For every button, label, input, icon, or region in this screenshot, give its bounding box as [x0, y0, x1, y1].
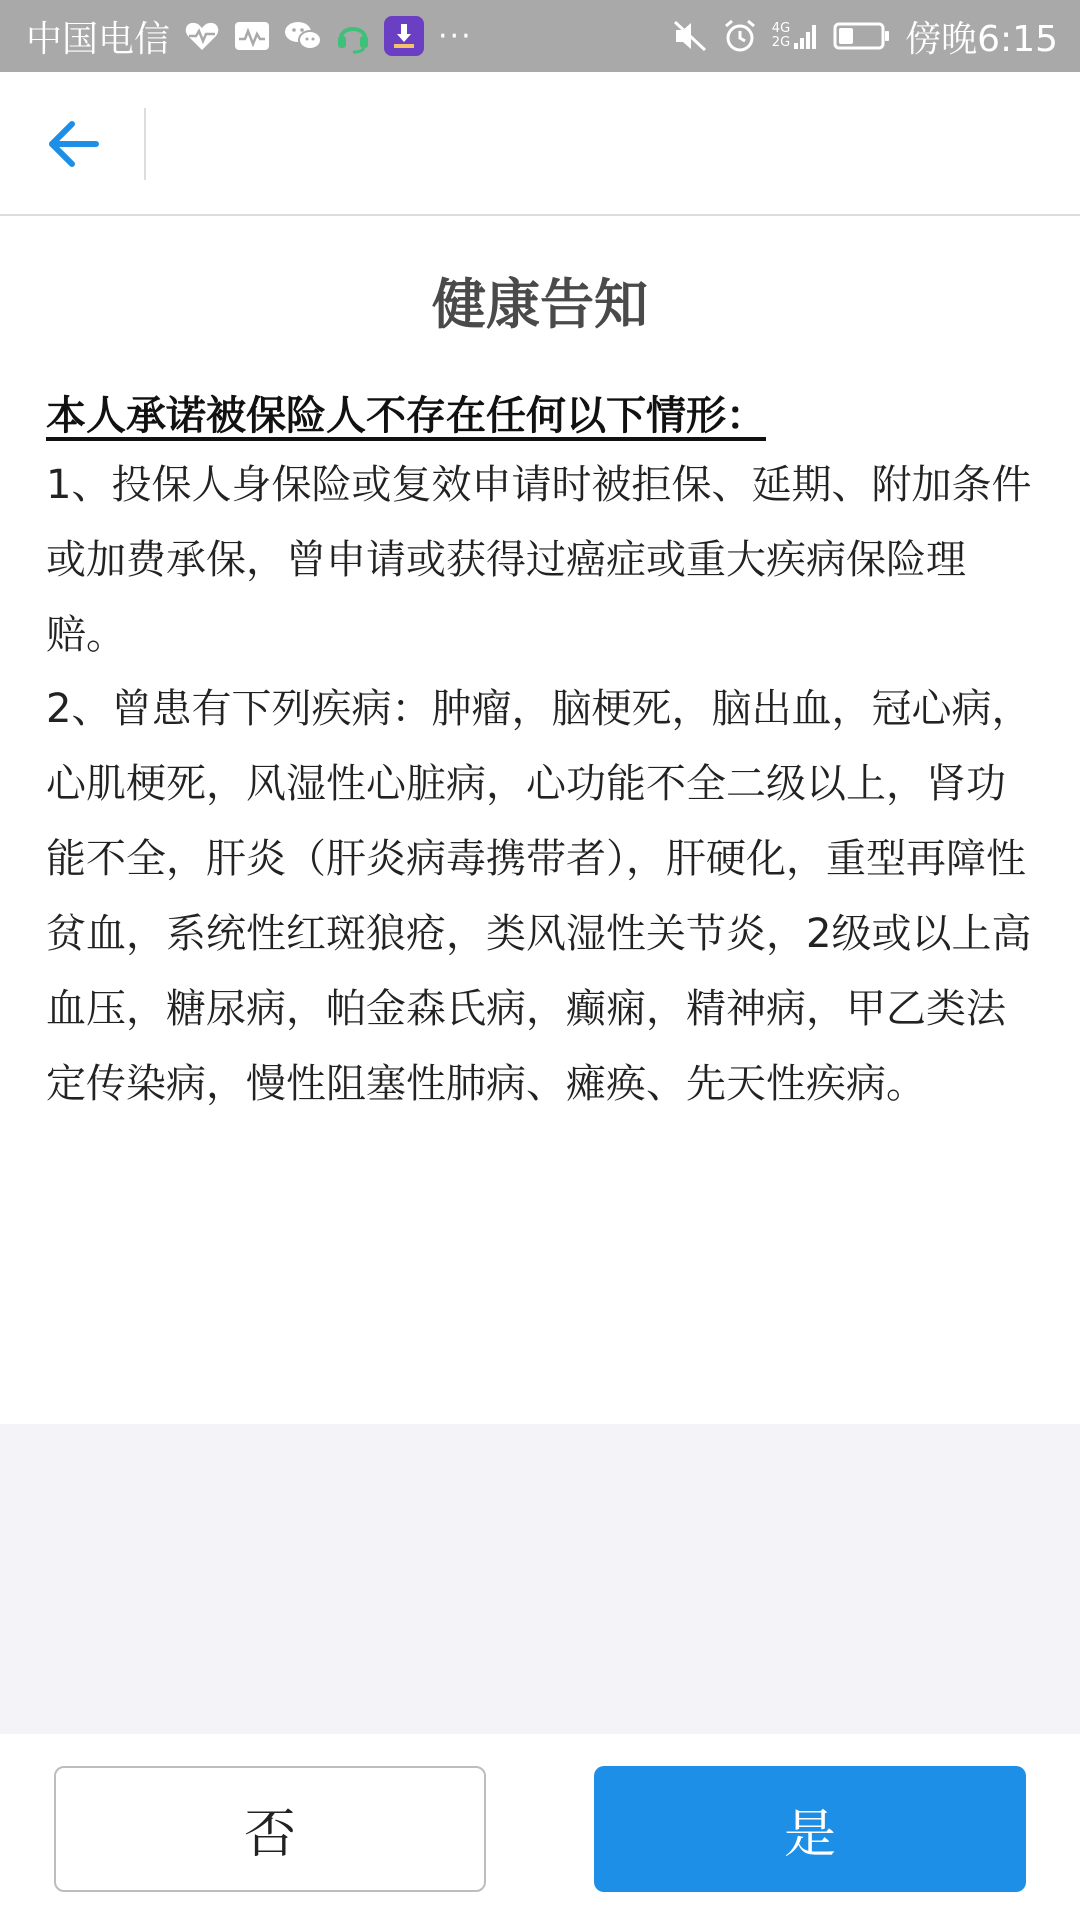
back-button[interactable]	[38, 112, 108, 176]
headset-icon	[336, 18, 370, 54]
nav-divider	[144, 108, 146, 180]
status-bar	[0, 0, 1080, 72]
carrier-label: 中国电信	[26, 18, 171, 60]
download-app-icon	[384, 16, 424, 56]
wechat-icon	[284, 20, 322, 52]
no-button[interactable]: 否	[54, 1766, 486, 1892]
more-notifications-icon: ···	[438, 18, 473, 54]
bottom-action-bar	[0, 1734, 1080, 1920]
yes-button[interactable]: 是	[594, 1766, 1026, 1892]
status-time: 傍晚6:15	[905, 18, 1058, 60]
heart-pulse-icon	[184, 20, 220, 52]
battery-icon	[833, 21, 891, 51]
network-label-2g: 2G	[771, 35, 791, 50]
activity-icon	[234, 21, 270, 51]
page-title: 健康告知	[432, 273, 648, 336]
network-label-4g: 4G	[771, 21, 791, 36]
mute-icon	[672, 19, 708, 53]
status-bar-left	[26, 11, 487, 62]
content-spacer	[0, 1424, 1080, 1734]
network-4g-2g-icon	[772, 21, 819, 51]
notice-item-2: 2、曾患有下列疾病：肿瘤，脑梗死，脑出血，冠心病，心肌梗死，风湿性心脏病，心功能不全二级以上，肾功能不全，肝炎（肝炎病毒携带者），肝硬化，重型再障性贫血，系统性红斑狼疮，类风湿性关节炎，2级或以上高血压，糖尿病，帕金森氏病，癫痫，精神病，甲乙类法定传染病，慢性阻塞性肺病、瘫痪、先天性疾病。	[46, 686, 1032, 1107]
alarm-icon	[722, 18, 758, 54]
notice-item-1: 1、投保人身保险或复效申请时被拒保、延期、附加条件或加费承保，曾申请或获得过癌症或重大疾病保险理赔。	[46, 462, 1032, 658]
status-bar-right	[658, 11, 1058, 62]
top-nav-bar	[0, 72, 1080, 216]
health-notice-content	[0, 216, 1080, 1424]
commitment-statement: 本人承诺被保险人不存在任何以下情形：	[46, 393, 766, 439]
arrow-left-icon	[46, 119, 100, 169]
